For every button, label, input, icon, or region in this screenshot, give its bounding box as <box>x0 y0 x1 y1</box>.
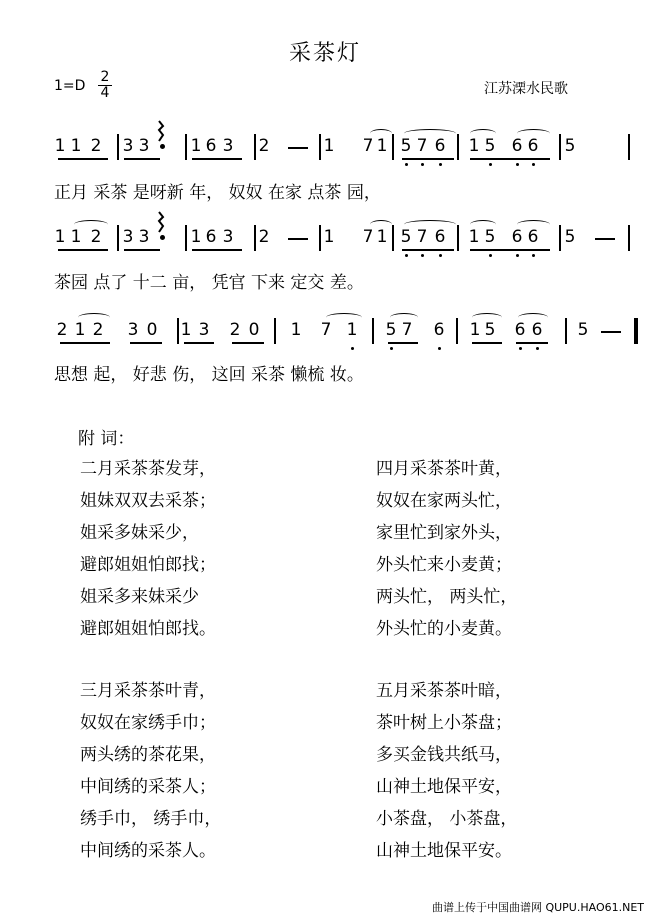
verse-line: 奴奴在家两头忙， <box>376 491 512 511</box>
beam-underline <box>192 158 242 160</box>
note: 6 <box>205 136 217 156</box>
beam-underline <box>232 342 264 344</box>
barline <box>565 318 567 344</box>
octave-dot-low <box>532 254 535 257</box>
beam-underline <box>60 342 110 344</box>
octave-dot-low <box>405 163 408 166</box>
note: 7 <box>416 227 428 247</box>
note: 5 <box>577 320 589 340</box>
note: 6 <box>514 320 526 340</box>
verses-heading: 附 词： <box>78 429 135 449</box>
note: 3 <box>198 320 210 340</box>
slur <box>470 220 496 229</box>
note: 2 <box>90 136 102 156</box>
note: 1 <box>180 320 192 340</box>
slur <box>470 129 496 138</box>
verse-line: 两头忙， 两头忙， <box>376 587 518 607</box>
sustain-dash <box>288 147 308 149</box>
note: 6 <box>434 227 446 247</box>
note: 6 <box>527 136 539 156</box>
verse-line: 山神土地保平安。 <box>376 841 512 861</box>
barline <box>634 318 638 344</box>
beam-underline <box>124 158 160 160</box>
note: 7 <box>416 136 428 156</box>
song-title: 采茶灯 <box>288 41 361 66</box>
octave-dot-low <box>438 347 441 350</box>
note: 1 <box>346 320 358 340</box>
barline <box>559 225 561 251</box>
note: 5 <box>564 136 576 156</box>
note: 5 <box>400 136 412 156</box>
note: 7 <box>362 136 374 156</box>
verse-line: 外头忙的小麦黄。 <box>376 619 512 639</box>
octave-dot-low <box>439 254 442 257</box>
note: 3 <box>122 227 134 247</box>
barline <box>274 318 276 344</box>
sustain-dash <box>595 238 615 240</box>
barline <box>628 134 630 160</box>
note: 7 <box>320 320 332 340</box>
note: 3 <box>127 320 139 340</box>
verse-line: 姐妹双双去采茶； <box>80 491 216 511</box>
beam-underline <box>184 342 214 344</box>
note: 1 <box>290 320 302 340</box>
note: 5 <box>564 227 576 247</box>
note: 6 <box>205 227 217 247</box>
slur <box>518 313 548 322</box>
key-signature: 1=D <box>54 78 86 94</box>
verse-line: 五月采茶茶叶暗， <box>376 681 512 701</box>
lyric-line-3: 思想 起， 好悲 伤， 这回 采茶 懒梳 妆。 <box>54 365 364 385</box>
octave-dot-low <box>489 163 492 166</box>
note: 2 <box>90 227 102 247</box>
verse-line: 绣手巾， 绣手巾， <box>80 809 222 829</box>
octave-dot-low <box>390 347 393 350</box>
barline <box>117 134 119 160</box>
slur <box>517 220 550 229</box>
verse-line: 外头忙来小麦黄； <box>376 555 512 575</box>
time-signature-top: 2 <box>98 70 112 86</box>
note: 1 <box>468 136 480 156</box>
note: 5 <box>484 320 496 340</box>
sustain-dash <box>601 331 621 333</box>
slur <box>74 220 108 229</box>
slur <box>404 220 456 229</box>
verse-line: 小茶盘， 小茶盘， <box>376 809 518 829</box>
octave-dot-low <box>421 254 424 257</box>
note: 3 <box>222 227 234 247</box>
barline <box>628 225 630 251</box>
note: 1 <box>74 320 86 340</box>
beam-underline <box>402 249 454 251</box>
note: 7 <box>401 320 413 340</box>
slur <box>390 313 418 322</box>
verse-line: 姐采多妹采少， <box>80 523 199 543</box>
note: 5 <box>400 227 412 247</box>
note: 2 <box>92 320 104 340</box>
verse-line: 避郎姐姐怕郎找； <box>80 555 216 575</box>
barline <box>185 134 187 160</box>
verse-line: 二月采茶茶发芽， <box>80 459 216 479</box>
slur <box>78 313 110 322</box>
beam-underline <box>130 342 162 344</box>
octave-dot-low <box>405 254 408 257</box>
note: 0 <box>146 320 158 340</box>
barline <box>457 225 459 251</box>
quarter-rest-icon <box>156 211 166 233</box>
octave-dot-low <box>489 254 492 257</box>
slur <box>370 220 392 229</box>
note: 5 <box>484 227 496 247</box>
barline <box>254 134 256 160</box>
octave-dot-low <box>519 347 522 350</box>
octave-dot-low <box>536 347 539 350</box>
note: 6 <box>434 136 446 156</box>
barline <box>185 225 187 251</box>
note: 1 <box>190 136 202 156</box>
note: 1 <box>376 136 388 156</box>
note: 6 <box>433 320 445 340</box>
verse-line: 中间绣的采茶人； <box>80 777 216 797</box>
augmentation-dot <box>160 144 165 149</box>
slur <box>404 129 456 138</box>
note: 6 <box>511 227 523 247</box>
verse-line: 三月采茶茶叶青， <box>80 681 216 701</box>
beam-underline <box>388 342 418 344</box>
verse-line: 奴奴在家绣手巾； <box>80 713 216 733</box>
barline <box>177 318 179 344</box>
note: 1 <box>376 227 388 247</box>
beam-underline <box>58 158 80 160</box>
note: 6 <box>531 320 543 340</box>
note: 2 <box>56 320 68 340</box>
note: 1 <box>323 227 335 247</box>
barline <box>319 225 321 251</box>
note: 5 <box>385 320 397 340</box>
verse-line: 茶叶树上小茶盘； <box>376 713 512 733</box>
verse-line: 四月采茶茶叶黄， <box>376 459 512 479</box>
augmentation-dot <box>160 235 165 240</box>
note: 1 <box>54 227 66 247</box>
beam-underline <box>472 342 502 344</box>
note: 0 <box>248 320 260 340</box>
barline <box>254 225 256 251</box>
note: 6 <box>527 227 539 247</box>
beam-underline <box>192 249 242 251</box>
time-signature-bottom: 4 <box>100 85 110 101</box>
footer-watermark: 曲谱上传于中国曲谱网 QUPU.HAO61.NET <box>431 901 644 914</box>
beam-underline <box>124 249 160 251</box>
beam-underline <box>470 158 550 160</box>
barline <box>319 134 321 160</box>
verse-line: 姐采多来妹采少 <box>80 587 199 607</box>
octave-dot-low <box>439 163 442 166</box>
song-credit: 江苏溧水民歌 <box>484 81 568 97</box>
verse-line: 中间绣的采茶人。 <box>80 841 216 861</box>
octave-dot-low <box>532 163 535 166</box>
slur <box>472 313 502 322</box>
barline <box>392 134 394 160</box>
barline <box>457 134 459 160</box>
barline <box>392 225 394 251</box>
beam-underline <box>58 249 80 251</box>
jianpu-notation <box>0 0 650 420</box>
note: 6 <box>511 136 523 156</box>
octave-dot-low <box>351 347 354 350</box>
barline <box>372 318 374 344</box>
slur <box>517 129 550 138</box>
note: 1 <box>70 227 82 247</box>
beam-underline <box>470 249 550 251</box>
lyric-line-1: 正月 采茶 是呀新 年， 奴奴 在家 点茶 园， <box>54 183 381 203</box>
note: 7 <box>362 227 374 247</box>
note: 1 <box>70 136 82 156</box>
note: 3 <box>138 136 150 156</box>
note: 2 <box>229 320 241 340</box>
lyric-line-2: 茶园 点了 十二 亩， 凭官 下来 定交 差。 <box>54 273 364 293</box>
verse-line: 家里忙到家外头， <box>376 523 512 543</box>
beam-underline <box>516 342 548 344</box>
note: 1 <box>323 136 335 156</box>
note: 3 <box>222 136 234 156</box>
barline <box>559 134 561 160</box>
octave-dot-low <box>516 254 519 257</box>
verse-line: 山神土地保平安， <box>376 777 512 797</box>
slur <box>326 313 362 322</box>
note: 3 <box>138 227 150 247</box>
beam-underline <box>402 158 454 160</box>
note: 1 <box>54 136 66 156</box>
barline <box>117 225 119 251</box>
slur <box>370 129 392 138</box>
sustain-dash <box>288 238 308 240</box>
octave-dot-low <box>421 163 424 166</box>
note: 3 <box>122 136 134 156</box>
note: 2 <box>258 227 270 247</box>
note: 1 <box>190 227 202 247</box>
note: 5 <box>484 136 496 156</box>
verse-line: 避郎姐姐怕郎找。 <box>80 619 216 639</box>
verse-line: 两头绣的茶花果， <box>80 745 216 765</box>
note: 1 <box>469 320 481 340</box>
note: 2 <box>258 136 270 156</box>
quarter-rest-icon <box>156 120 166 142</box>
verse-line: 多买金钱共纸马， <box>376 745 512 765</box>
note: 1 <box>468 227 480 247</box>
barline <box>456 318 458 344</box>
octave-dot-low <box>516 163 519 166</box>
